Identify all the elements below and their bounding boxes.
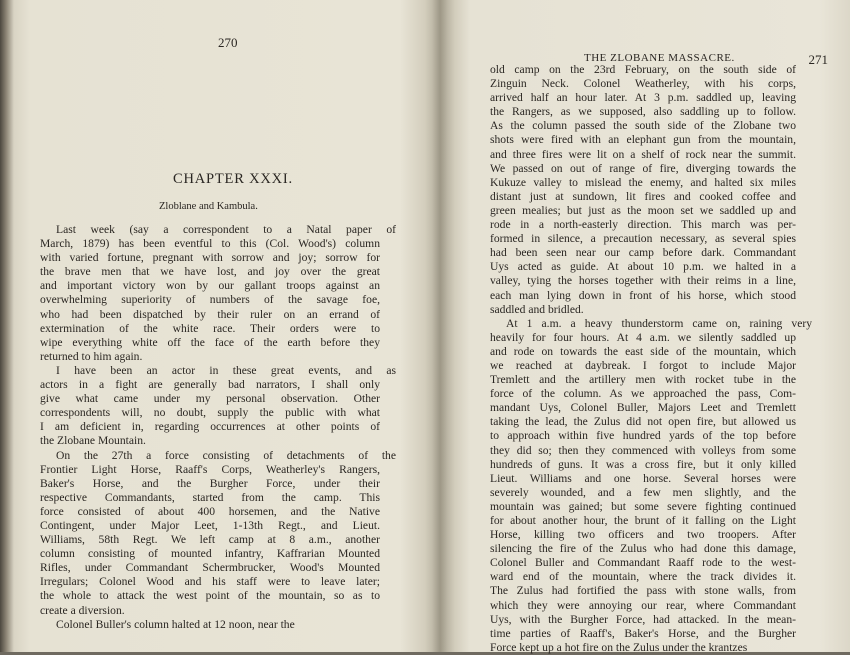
text-line: Last week (say a correspondent to a Natal paper of: [56, 223, 396, 236]
text-line: March, 1879) has been eventful to this (Col. Wood's) column: [40, 237, 380, 251]
left-page-body: [40, 223, 430, 632]
text-line: Uys acted as guide. At about 10 p.m. we halted in a: [490, 260, 796, 274]
text-line: Contingent, under Major Leet, 1-13th Regt., and Lieut.: [40, 518, 380, 532]
text-line: mountain was gained; but some severe fighting continued: [490, 499, 796, 513]
text-line: saddled and bridled.: [490, 302, 584, 316]
text-line: old camp on the 23rd February, on the south side of: [490, 63, 796, 76]
text-line: taking the lead, the Zulus did not open fire, but allowed us: [490, 415, 796, 429]
text-line: they did so; then they commenced with volleys from some: [490, 443, 796, 457]
right-page-number: 271: [808, 52, 828, 67]
text-line: extermination of the white race. Their orders were to: [40, 321, 380, 335]
text-line: Irregulars; Colonel Wood and his staff were to leave later;: [40, 575, 380, 589]
text-line: we reached at daybreak. I forgot to include Major: [490, 358, 796, 372]
text-line: actors in a fight are generally bad narrators, I shall only: [40, 378, 380, 392]
text-line: create a diversion.: [40, 603, 125, 617]
text-line: green mealies; but just as the moon set we saddled up and: [490, 203, 796, 217]
text-line: force consisted of about 400 horsemen, and the Native: [40, 504, 380, 518]
chapter-subtitle: Zloblane and Kambula.: [159, 201, 258, 212]
text-line: overwhelming superiority of numbers of the savage foe,: [40, 293, 380, 307]
text-line: Force kept up a hot fire on the Zulus under the krantzes: [490, 640, 748, 654]
text-line: and rode on towards the east side of the mountain, which: [490, 344, 796, 358]
text-line: returned to him again.: [40, 349, 143, 363]
text-line: who had been dispatched by their ruler on an errand of: [40, 307, 380, 321]
text-line: As the column passed the south side of the Zlobane two: [490, 119, 796, 133]
text-line: give what came under my personal observation. Other: [40, 392, 380, 406]
text-line: time parties of Raaff's, Baker's Horse, and the Burgher: [490, 626, 796, 640]
text-line: We passed on out of range of fire, diverging towards the: [490, 161, 796, 175]
text-line: Zinguin Neck. Colonel Weatherley, with his corps,: [490, 77, 796, 91]
text-line: Uys, with the Burgher Force, had attacked. In the mean-: [490, 612, 796, 626]
text-line: and three fires were lit on a shelf of rock near the summit.: [490, 147, 796, 161]
text-line: severely wounded, and a few men slightly, and the: [490, 485, 796, 499]
text-line: the Zlobane Mountain.: [40, 434, 146, 448]
running-head: THE ZLOBANE MASSACRE.: [584, 52, 735, 64]
text-line: mandant Uys, Colonel Buller, Majors Leet and Tremlett: [490, 401, 796, 415]
text-line: Baker's Horse, and the Burgher Force, under their: [40, 476, 380, 490]
text-line: arrived half an hour later. At 3 p.m. saddled up, leaving: [490, 91, 796, 105]
text-line: which they were annoying our rear, where Commandant: [490, 598, 796, 612]
text-line: respective Commandants, started from the camp. This: [40, 490, 380, 504]
chapter-title: CHAPTER XXXI.: [173, 171, 293, 187]
text-line: I have been an actor in these great events, and as: [56, 363, 396, 377]
right-page: [490, 0, 828, 654]
text-line: I am deficient in, regarding occurrences at other points of: [40, 420, 380, 434]
text-line: and important victory won by our gallant troops against an: [40, 279, 380, 293]
text-line: Rifles, under Commandant Schermbrucker, Wood's Mounted: [40, 561, 380, 575]
text-line: valley, tying the horses together with their reims in a line,: [490, 274, 796, 288]
text-line: Frontier Light Horse, Raaff's Corps, Weatherley's Rangers,: [40, 462, 380, 476]
text-line: formed in silence, a precaution necessary, as several spies: [490, 232, 796, 246]
text-line: rode in a north-easterly direction. This march was per-: [490, 218, 796, 232]
text-line: heavily for four hours. At 4 a.m. we silently saddled up: [490, 330, 796, 344]
text-line: the whole to attack the west point of the mountain, so as to: [40, 589, 380, 603]
text-line: column consisting of mounted infantry, Kaffrarian Mounted: [40, 547, 380, 561]
text-line: Horse, killing two officers and two troopers. After: [490, 528, 796, 542]
text-line: to approach within five hundred yards of the top before: [490, 429, 796, 443]
text-line: with varied fortune, pregnant with sorrow and joy; sorrow for: [40, 251, 380, 265]
text-line: hundreds of guns. It was a cross fire, but it only killed: [490, 457, 796, 471]
text-line: distant just at sundown, lit fires and cooked coffee and: [490, 189, 796, 203]
text-line: correspondents will, no doubt, supply the public with what: [40, 406, 380, 420]
text-line: force of the column. As we approached the pass, Com-: [490, 387, 796, 401]
text-line: Colonel Buller and Commandant Raaff rode to the west-: [490, 556, 796, 570]
text-line: Tremlett and the artillery men with rocket tube in the: [490, 373, 796, 387]
text-line: On the 27th a force consisting of detachments of the: [56, 448, 396, 462]
text-line: had been seen near our camp before dark. Commandant: [490, 246, 796, 260]
left-page: [40, 0, 430, 652]
text-line: shots were fired with an elephant gun from the mountain,: [490, 133, 796, 147]
text-line: At 1 a.m. a heavy thunderstorm came on, raining very: [506, 316, 812, 330]
text-line: silencing the fire of the Zulus who had done this damage,: [490, 542, 796, 556]
text-line: the brave men that we have lost, and joy over the great: [40, 265, 380, 279]
text-line: Lieut. Williams and one horse. Several horses were: [490, 471, 796, 485]
text-line: each man lying down in front of his horse, which stood: [490, 288, 796, 302]
text-line: for about another hour, the brunt of it falling on the Light: [490, 514, 796, 527]
text-line: ward end of the mountain, where the track divides it.: [490, 570, 796, 584]
text-line: wipe everything white off the face of the earth before they: [40, 335, 380, 349]
text-line: Kukuze valley to mislead the enemy, and halted six miles: [490, 175, 796, 189]
text-line: the Rangers, as we supposed, also saddling up to follow.: [490, 105, 796, 119]
right-page-body: [490, 63, 810, 655]
text-line: Colonel Buller's column halted at 12 noon, near the: [56, 617, 295, 631]
text-line: The Zulus had fortified the pass with stone walls, from: [490, 584, 796, 598]
text-line: Williams, 58th Regt. We left camp at 8 a.m., another: [40, 533, 380, 547]
left-page-number: 270: [218, 35, 238, 50]
